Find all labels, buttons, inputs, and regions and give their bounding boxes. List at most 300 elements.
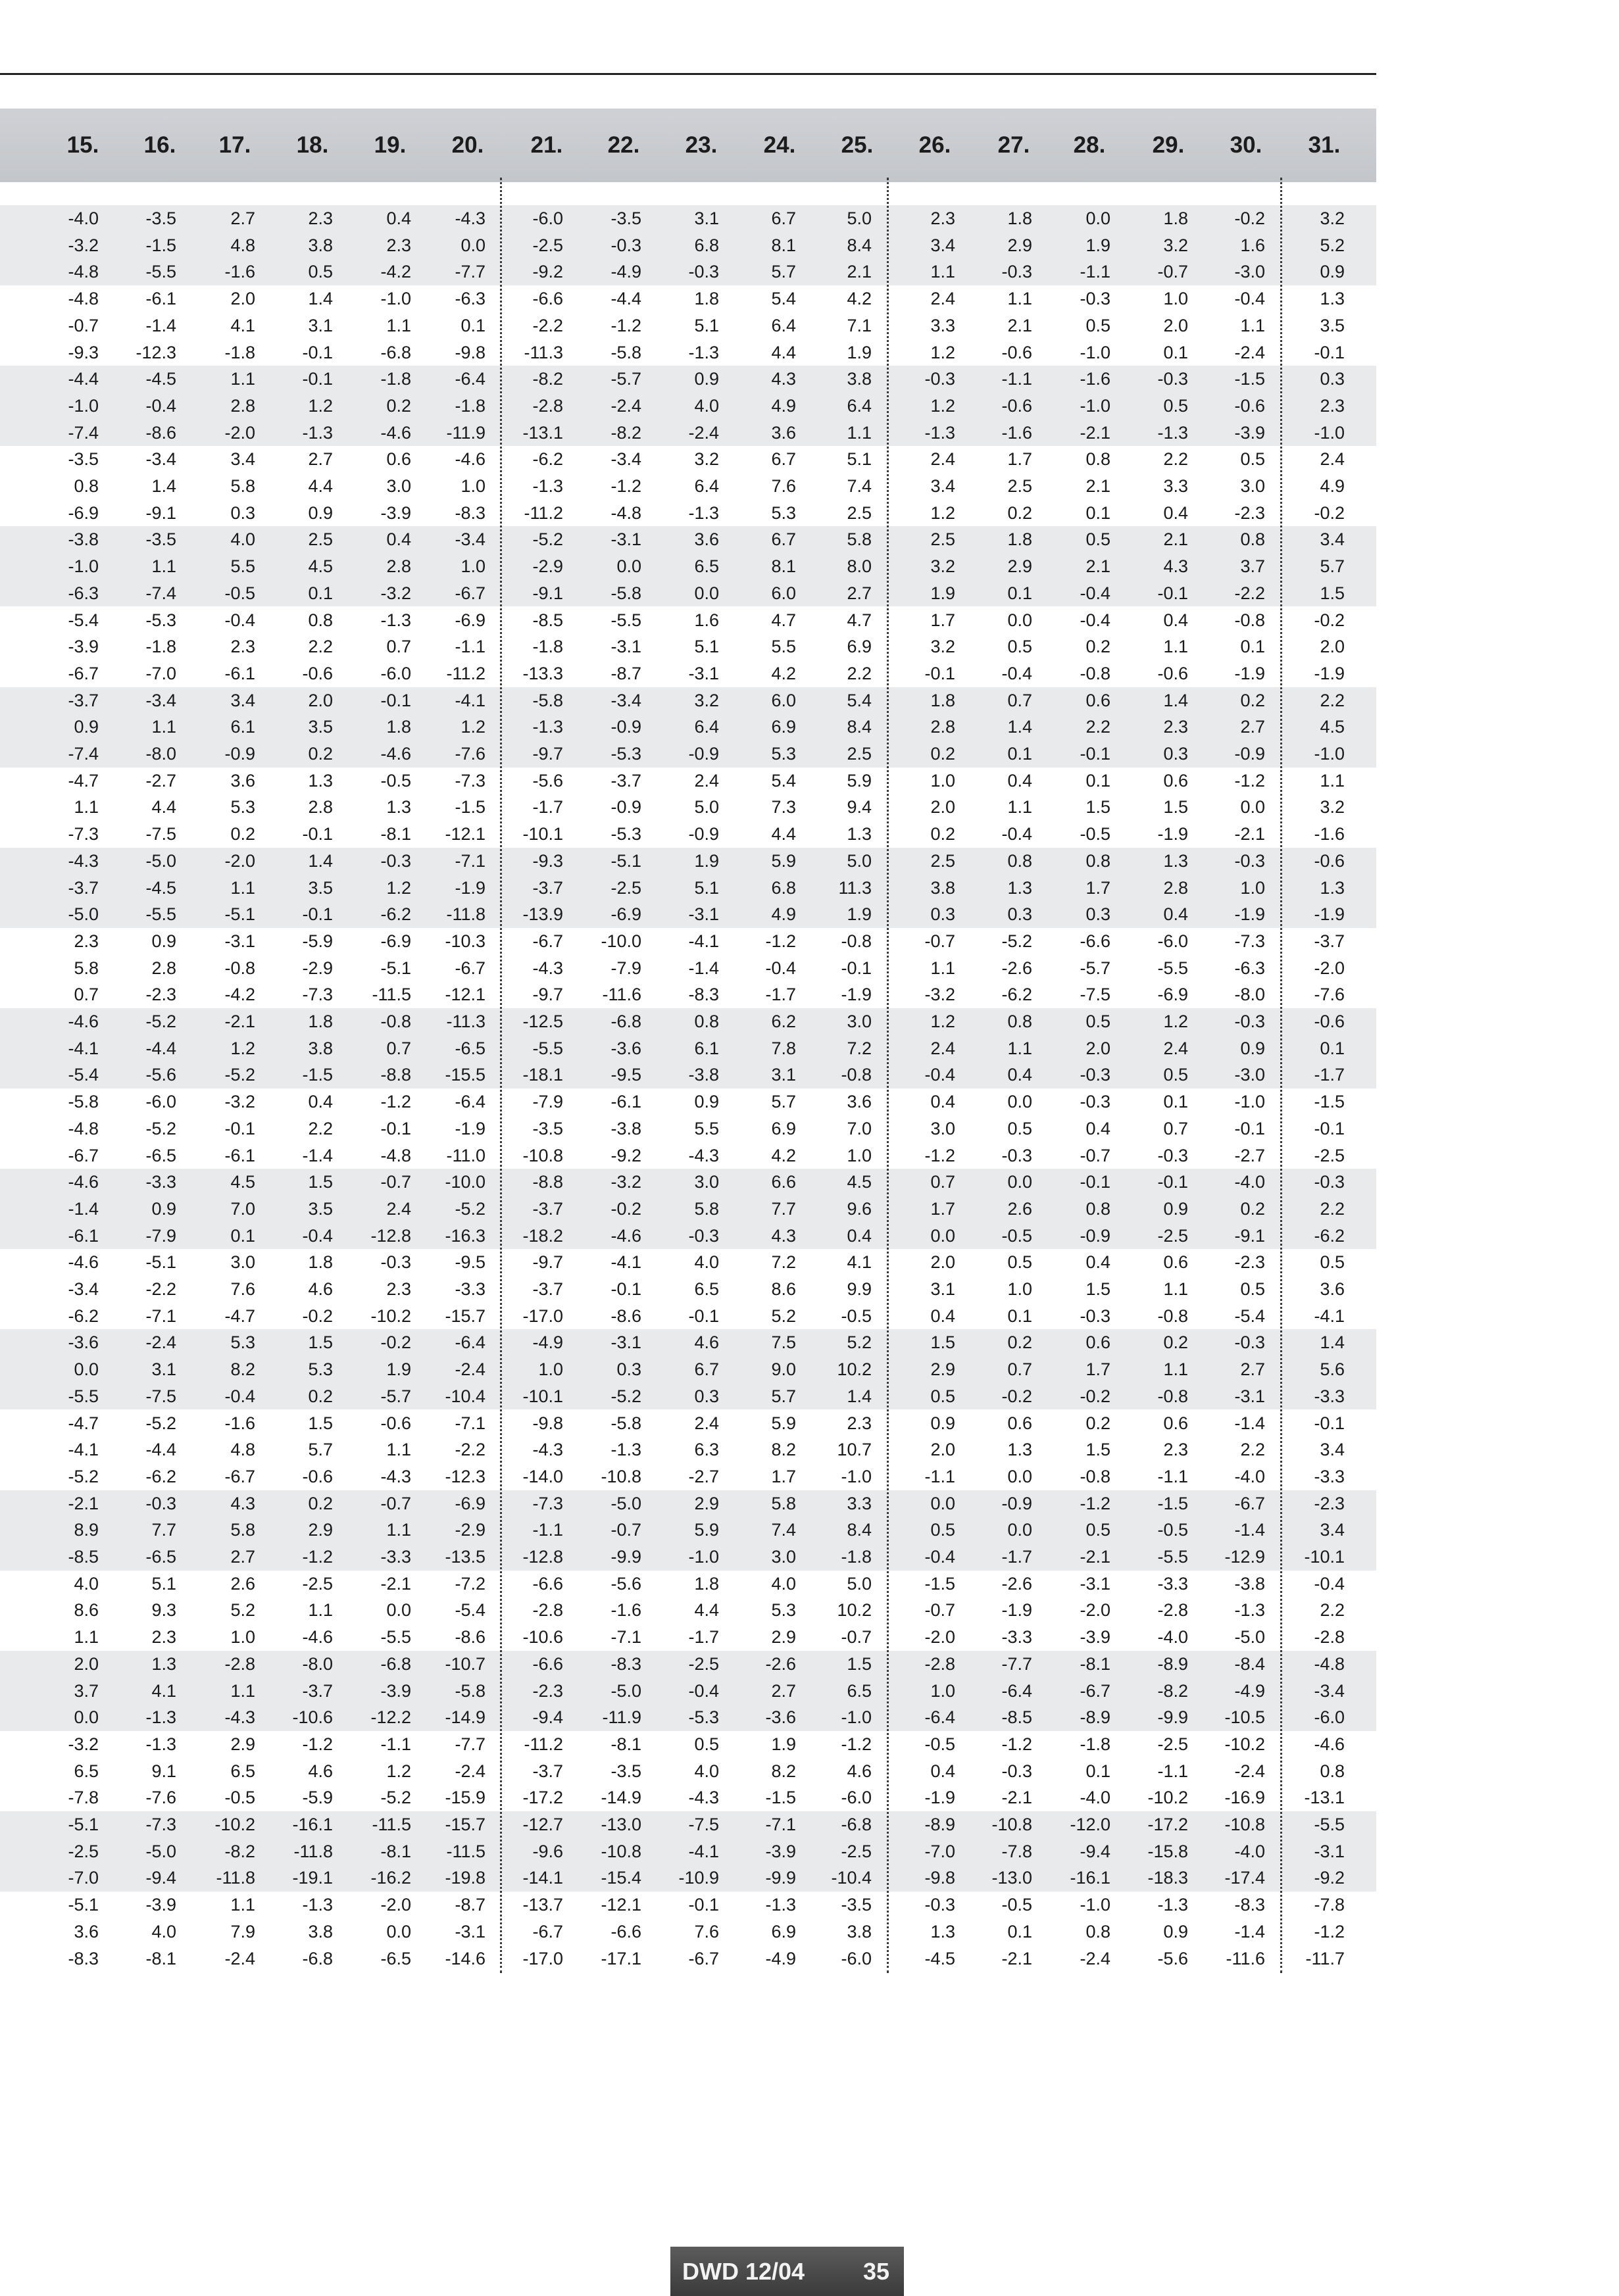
table-cell: -6.2 [380, 904, 411, 925]
table-cell: 6.6 [771, 1172, 796, 1192]
table-cell: -1.2 [610, 315, 641, 335]
table-row [0, 1276, 1376, 1303]
table-cell: -1.5 [145, 235, 176, 255]
table-cell: 2.4 [1163, 1038, 1188, 1058]
table-cell: 1.4 [1007, 717, 1032, 737]
table-cell: 0.3 [1085, 904, 1110, 925]
table-cell: -17.2 [522, 1788, 563, 1808]
footer-badge [670, 2247, 904, 2296]
table-cell: -15.7 [445, 1306, 486, 1326]
table-cell: -2.3 [1314, 1493, 1345, 1513]
table-cell: -14.0 [522, 1466, 563, 1486]
table-cell: -12.9 [1224, 1547, 1265, 1567]
table-row [0, 1517, 1376, 1544]
table-cell: -1.1 [1157, 1466, 1188, 1486]
table-cell: 7.9 [230, 1921, 255, 1942]
table-cell: -1.1 [532, 1520, 563, 1540]
table-cell: 1.2 [1163, 1012, 1188, 1031]
table-cell: 3.1 [930, 1279, 955, 1299]
table-cell: 1.2 [930, 502, 955, 523]
table-cell: 0.2 [930, 824, 955, 844]
table-cell: -7.9 [532, 1092, 563, 1112]
table-cell: -1.3 [765, 1895, 796, 1915]
table-cell: 0.8 [1085, 850, 1110, 871]
table-cell: 0.2 [1240, 1198, 1265, 1219]
table-cell: 2.2 [308, 637, 333, 657]
table-cell: -0.9 [610, 717, 641, 737]
table-cell: -2.5 [1157, 1734, 1188, 1754]
table-cell: -0.5 [1080, 824, 1110, 844]
table-cell: -5.5 [532, 1038, 563, 1058]
table-cell: 5.8 [230, 476, 255, 496]
table-cell: 9.1 [151, 1761, 176, 1781]
table-cell: -7.1 [455, 850, 486, 871]
table-cell: 8.2 [771, 1761, 796, 1781]
table-cell: 0.0 [386, 1921, 411, 1942]
table-cell: 5.0 [847, 208, 872, 228]
table-cell: 0.5 [1163, 1065, 1188, 1085]
table-cell: 2.0 [1163, 315, 1188, 335]
table-cell: 2.7 [230, 1547, 255, 1567]
table-cell: -5.8 [455, 1680, 486, 1701]
table-cell: -0.4 [224, 610, 255, 630]
table-cell: -7.8 [1314, 1895, 1345, 1915]
table-cell: -4.9 [532, 1332, 563, 1353]
table-cell: -4.6 [380, 744, 411, 764]
table-cell: 1.0 [461, 556, 486, 577]
table-cell: -3.7 [68, 690, 99, 710]
table-cell: -0.6 [1001, 342, 1032, 362]
table-row [0, 339, 1376, 366]
table-cell: -1.0 [1234, 1092, 1265, 1112]
table-cell: 0.9 [694, 369, 719, 389]
table-cell: -9.4 [145, 1868, 176, 1888]
table-cell: 1.7 [771, 1466, 796, 1486]
table-cell: -0.3 [688, 262, 719, 282]
table-cell: -11.9 [446, 422, 486, 443]
table-cell: 0.0 [1240, 797, 1265, 818]
table-cell: 7.3 [771, 797, 796, 818]
table-cell: -5.1 [610, 850, 641, 871]
table-cell: -12.2 [370, 1707, 411, 1728]
table-cell: 0.7 [930, 1172, 955, 1192]
table-cell: 8.6 [74, 1600, 99, 1621]
table-cell: 11.3 [838, 877, 872, 898]
table-cell: -13.9 [522, 904, 563, 925]
table-cell: -0.3 [1080, 289, 1110, 309]
table-cell: -1.7 [765, 985, 796, 1005]
table-cell: -6.7 [68, 663, 99, 683]
table-cell: -6.8 [841, 1815, 872, 1834]
table-row [0, 1945, 1376, 1972]
table-cell: 3.4 [1320, 529, 1345, 550]
table-cell: -10.8 [1224, 1815, 1265, 1834]
table-cell: -4.3 [68, 850, 99, 871]
table-cell: 0.0 [930, 1493, 955, 1513]
table-cell: -11.8 [446, 904, 486, 925]
table-cell: 2.0 [1085, 1038, 1110, 1058]
table-cell: 4.7 [847, 610, 872, 630]
table-cell: -3.2 [610, 1172, 641, 1192]
table-cell: -10.6 [292, 1707, 333, 1728]
table-cell: 4.1 [230, 315, 255, 335]
table-cell: -6.5 [380, 1948, 411, 1968]
table-cell: -0.3 [1314, 1172, 1345, 1192]
table-cell: 0.6 [1163, 1413, 1188, 1433]
column-header-15: 29. [1152, 132, 1185, 158]
table-cell: 2.3 [1320, 395, 1345, 416]
table-cell: -0.3 [610, 235, 641, 255]
table-cell: 1.7 [1007, 449, 1032, 470]
table-cell: -14.6 [445, 1948, 486, 1968]
table-cell: -1.8 [532, 637, 563, 657]
table-cell: -0.1 [1314, 1413, 1345, 1433]
table-cell: 3.6 [1320, 1279, 1345, 1299]
table-cell: 4.1 [847, 1252, 872, 1273]
table-cell: 0.8 [74, 476, 99, 496]
table-cell: -12.0 [1070, 1815, 1110, 1834]
table-cell: 0.5 [1007, 637, 1032, 657]
table-cell: 5.3 [230, 1332, 255, 1353]
table-cell: 3.4 [1320, 1520, 1345, 1540]
table-cell: -1.3 [532, 717, 563, 737]
table-cell: 0.2 [386, 395, 411, 416]
table-cell: -6.2 [1314, 1225, 1345, 1246]
table-cell: -4.6 [380, 422, 411, 443]
table-cell: -4.6 [455, 449, 486, 470]
table-cell: -12.8 [522, 1547, 563, 1567]
table-cell: 1.2 [308, 395, 333, 416]
table-cell: 4.4 [694, 1600, 719, 1621]
table-cell: -2.0 [380, 1895, 411, 1915]
table-row [0, 1169, 1376, 1196]
table-cell: -6.6 [532, 1573, 563, 1594]
table-cell: -1.1 [380, 1734, 411, 1754]
table-row [0, 768, 1376, 794]
table-cell: -10.1 [1304, 1547, 1345, 1567]
table-cell: -5.0 [145, 1841, 176, 1861]
table-cell: -0.1 [224, 1118, 255, 1138]
table-cell: 5.0 [694, 797, 719, 818]
table-cell: 1.1 [930, 262, 955, 282]
table-cell: -0.8 [1234, 610, 1265, 630]
table-cell: -3.2 [924, 985, 955, 1005]
table-cell: -3.8 [68, 529, 99, 550]
table-cell: 6.7 [771, 529, 796, 550]
table-cell: 0.9 [308, 502, 333, 523]
table-cell: -1.2 [1080, 1493, 1110, 1513]
table-cell: -7.1 [610, 1627, 641, 1648]
table-cell: -3.9 [380, 502, 411, 523]
table-row [0, 607, 1376, 634]
table-cell: -10.4 [831, 1868, 872, 1888]
table-cell: -0.1 [1234, 1118, 1265, 1138]
table-cell: 3.2 [694, 690, 719, 710]
table-cell: 0.4 [1163, 502, 1188, 523]
table-row [0, 848, 1376, 875]
table-cell: -8.2 [610, 422, 641, 443]
table-row [0, 794, 1376, 821]
table-cell: 0.9 [930, 1413, 955, 1433]
table-cell: -2.2 [145, 1279, 176, 1299]
table-cell: -5.4 [68, 610, 99, 630]
table-cell: -5.3 [610, 824, 641, 844]
table-cell: 1.0 [930, 1680, 955, 1701]
table-row [0, 500, 1376, 527]
table-cell: -4.3 [224, 1707, 255, 1728]
table-cell: -5.7 [1080, 958, 1110, 978]
table-cell: 2.7 [847, 583, 872, 603]
table-cell: 2.0 [74, 1653, 99, 1674]
table-cell: -0.6 [1001, 395, 1032, 416]
table-cell: 1.3 [930, 1921, 955, 1942]
table-cell: -5.2 [145, 1413, 176, 1433]
table-cell: 0.1 [1163, 1092, 1188, 1112]
table-cell: 1.1 [1007, 289, 1032, 309]
table-cell: -6.0 [380, 663, 411, 683]
table-row [0, 1758, 1376, 1785]
table-cell: -1.6 [610, 1600, 641, 1621]
table-cell: 2.3 [308, 208, 333, 228]
table-row [0, 1223, 1376, 1250]
table-cell: 0.9 [1163, 1198, 1188, 1219]
table-cell: -5.2 [224, 1065, 255, 1085]
table-cell: 0.7 [386, 1038, 411, 1058]
table-cell: -5.5 [1157, 1547, 1188, 1567]
table-cell: 7.7 [151, 1520, 176, 1540]
table-cell: 1.2 [930, 395, 955, 416]
column-header-9: 23. [685, 132, 718, 158]
table-cell: 4.9 [771, 904, 796, 925]
table-cell: 0.0 [74, 1707, 99, 1728]
table-cell: 1.1 [386, 1520, 411, 1540]
table-cell: -3.9 [145, 1895, 176, 1915]
table-cell: -3.4 [610, 690, 641, 710]
table-cell: 1.7 [1085, 877, 1110, 898]
table-cell: -10.2 [214, 1815, 255, 1834]
table-cell: 0.1 [308, 583, 333, 603]
table-cell: -17.0 [522, 1306, 563, 1326]
table-cell: -3.2 [68, 235, 99, 255]
table-cell: -8.9 [1080, 1707, 1110, 1728]
table-cell: -5.8 [532, 690, 563, 710]
table-cell: -1.8 [380, 369, 411, 389]
table-cell: -9.2 [1314, 1868, 1345, 1888]
table-cell: -4.0 [1234, 1841, 1265, 1861]
table-cell: -8.2 [532, 369, 563, 389]
table-cell: -7.0 [145, 663, 176, 683]
table-cell: -3.7 [1314, 931, 1345, 951]
table-cell: -0.9 [1234, 744, 1265, 764]
table-cell: -16.3 [445, 1225, 486, 1246]
table-cell: 5.3 [771, 1600, 796, 1621]
table-cell: 0.5 [1085, 529, 1110, 550]
table-cell: 10.7 [837, 1440, 872, 1460]
table-cell: 7.2 [771, 1252, 796, 1273]
table-cell: 2.7 [230, 208, 255, 228]
table-cell: 5.0 [847, 850, 872, 871]
table-cell: -2.4 [610, 395, 641, 416]
table-cell: -5.2 [610, 1386, 641, 1406]
table-cell: 1.3 [151, 1653, 176, 1674]
table-cell: -8.4 [1234, 1653, 1265, 1674]
table-cell: -0.3 [1080, 1306, 1110, 1326]
table-cell: 0.0 [74, 1359, 99, 1380]
table-cell: -1.0 [1080, 395, 1110, 416]
table-cell: -4.6 [68, 1172, 99, 1192]
table-cell: -2.2 [455, 1440, 486, 1460]
table-cell: 0.6 [1007, 1413, 1032, 1433]
table-cell: -1.7 [1001, 1547, 1032, 1567]
table-cell: -5.2 [380, 1788, 411, 1808]
table-cell: 2.9 [694, 1493, 719, 1513]
table-cell: -5.8 [610, 342, 641, 362]
table-cell: -2.5 [532, 235, 563, 255]
table-cell: 1.0 [230, 1627, 255, 1648]
table-cell: -3.9 [765, 1841, 796, 1861]
table-cell: 5.9 [771, 850, 796, 871]
table-cell: 3.5 [1320, 315, 1345, 335]
table-cell: -2.6 [1001, 1573, 1032, 1594]
table-cell: -4.9 [765, 1948, 796, 1968]
table-cell: 8.4 [847, 1520, 872, 1540]
table-cell: 0.0 [1085, 208, 1110, 228]
table-cell: -3.5 [841, 1895, 872, 1915]
table-cell: -7.5 [145, 824, 176, 844]
table-cell: 0.1 [1240, 637, 1265, 657]
table-cell: -0.3 [1001, 1761, 1032, 1781]
table-cell: 2.2 [1320, 690, 1345, 710]
table-cell: 3.2 [1320, 208, 1345, 228]
table-cell: -5.5 [380, 1627, 411, 1648]
table-cell: 3.2 [694, 449, 719, 470]
table-row [0, 1811, 1376, 1838]
table-cell: -1.3 [532, 476, 563, 496]
table-cell: -2.5 [610, 877, 641, 898]
table-cell: -1.0 [841, 1707, 872, 1728]
table-cell: -0.7 [380, 1493, 411, 1513]
table-cell: 1.7 [930, 610, 955, 630]
table-cell: -3.7 [532, 877, 563, 898]
table-cell: 6.9 [847, 637, 872, 657]
table-cell: -5.2 [145, 1012, 176, 1031]
table-cell: -7.3 [455, 770, 486, 791]
table-cell: 4.3 [771, 369, 796, 389]
table-cell: -2.0 [1080, 1600, 1110, 1621]
table-cell: -6.8 [302, 1948, 333, 1968]
table-cell: -10.9 [678, 1868, 719, 1888]
table-cell: 8.0 [847, 556, 872, 577]
table-cell: 0.0 [386, 1600, 411, 1621]
table-cell: -12.5 [522, 1012, 563, 1031]
table-cell: 3.2 [930, 556, 955, 577]
table-cell: -3.1 [455, 1921, 486, 1942]
table-cell: -0.7 [1080, 1145, 1110, 1165]
table-cell: -0.6 [1234, 395, 1265, 416]
table-cell: -0.9 [1001, 1493, 1032, 1513]
table-cell: 0.2 [308, 1386, 333, 1406]
table-cell: -1.7 [688, 1627, 719, 1648]
table-cell: -1.9 [1234, 904, 1265, 925]
table-cell: -4.9 [610, 262, 641, 282]
table-cell: 1.9 [771, 1734, 796, 1754]
table-cell: -4.5 [924, 1948, 955, 1968]
table-cell: -5.1 [224, 904, 255, 925]
table-cell: -3.7 [302, 1680, 333, 1701]
table-cell: 0.8 [1320, 1761, 1345, 1781]
table-cell: -0.4 [1314, 1573, 1345, 1594]
table-cell: -2.9 [455, 1520, 486, 1540]
table-cell: 3.1 [151, 1359, 176, 1380]
table-cell: -1.6 [1080, 369, 1110, 389]
table-cell: -3.5 [610, 208, 641, 228]
table-cell: -1.0 [1314, 744, 1345, 764]
table-cell: 0.0 [1007, 1172, 1032, 1192]
table-cell: 1.5 [1163, 797, 1188, 818]
table-cell: 3.8 [308, 235, 333, 255]
table-cell: 3.2 [1320, 797, 1345, 818]
table-cell: 4.3 [230, 1493, 255, 1513]
table-cell: 4.9 [1320, 476, 1345, 496]
table-cell: 1.0 [538, 1359, 563, 1380]
table-cell: -6.5 [455, 1038, 486, 1058]
table-cell: 4.0 [74, 1573, 99, 1594]
table-cell: -7.3 [68, 824, 99, 844]
table-cell: -0.8 [1157, 1386, 1188, 1406]
table-cell: -16.1 [1070, 1868, 1110, 1888]
table-cell: -0.3 [1234, 1332, 1265, 1353]
table-cell: -0.4 [1001, 824, 1032, 844]
table-cell: -3.7 [532, 1761, 563, 1781]
table-cell: -3.1 [610, 1332, 641, 1353]
table-cell: 2.5 [930, 850, 955, 871]
table-cell: 1.9 [930, 583, 955, 603]
table-cell: -1.0 [1314, 422, 1345, 443]
table-row [0, 232, 1376, 259]
table-cell: -3.5 [532, 1118, 563, 1138]
table-cell: 1.4 [308, 850, 333, 871]
table-row [0, 1142, 1376, 1169]
table-cell: 2.4 [1320, 449, 1345, 470]
table-cell: -6.1 [610, 1092, 641, 1112]
table-cell: 6.8 [771, 877, 796, 898]
table-cell: 4.4 [151, 797, 176, 818]
table-cell: -4.3 [688, 1145, 719, 1165]
table-cell: -8.5 [68, 1547, 99, 1567]
table-cell: -0.8 [1080, 1466, 1110, 1486]
table-cell: 0.2 [308, 744, 333, 764]
table-cell: -0.1 [302, 824, 333, 844]
table-cell: 4.5 [308, 556, 333, 577]
table-row [0, 660, 1376, 687]
table-cell: -1.9 [924, 1788, 955, 1808]
table-cell: 4.0 [230, 529, 255, 550]
table-cell: 3.1 [308, 315, 333, 335]
table-cell: 0.2 [930, 744, 955, 764]
table-cell: -3.5 [145, 208, 176, 228]
table-cell: 4.2 [847, 289, 872, 309]
table-cell: 2.7 [1240, 717, 1265, 737]
table-cell: -1.2 [302, 1547, 333, 1567]
table-cell: -0.3 [1157, 1145, 1188, 1165]
table-cell: -1.1 [455, 637, 486, 657]
table-cell: 6.5 [74, 1761, 99, 1781]
table-cell: -1.0 [1080, 1895, 1110, 1915]
table-cell: 0.0 [694, 583, 719, 603]
table-cell: 2.0 [308, 690, 333, 710]
table-cell: -6.6 [532, 1653, 563, 1674]
table-cell: 2.3 [930, 208, 955, 228]
